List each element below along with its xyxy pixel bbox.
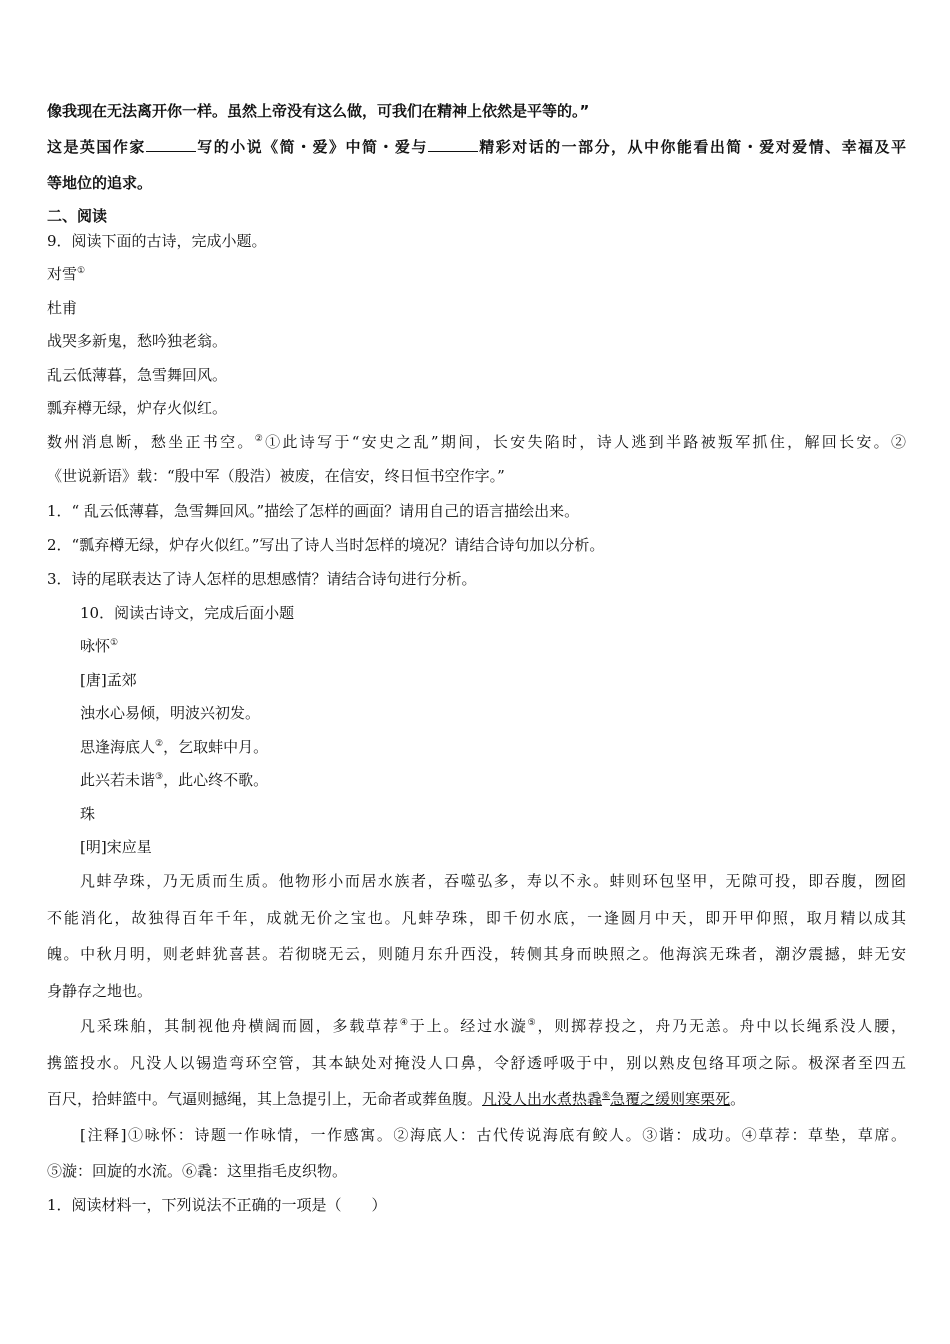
fill-blank-character[interactable] bbox=[428, 137, 478, 152]
q9-poem-line: 战哭多新鬼，愁吟独老翁。 bbox=[47, 332, 228, 350]
q9-poem-last-line-with-note: 数州消息断，愁坐正书空。②①此诗写于“安史之乱”期间，长安失陷时，诗人逃到半路被叛军抓住，解回长安。② bbox=[47, 433, 906, 451]
q10-poem-line: 浊水心易倾，明波兴初发。 bbox=[80, 704, 261, 722]
underlined-sentence: 凡没人出水煮热毳 bbox=[482, 1090, 603, 1108]
prose-p2-line: 百尺，拾蚌篮中。气逼则撼绳，其上急提引上，无命者或葬鱼腹。凡没人出水煮热毳⑥急覆之缓则寒栗死。 bbox=[47, 1090, 746, 1108]
prose-p1-line: 不能消化，故独得百年千年，成就无价之宝也。凡蚌孕珠，即千仞水底，一逢圆月中天，即开甲仰照，取月精以成其 bbox=[47, 909, 906, 927]
prose-p2-line: 携篮投水。凡没人以锡造弯环空管，其本缺处对掩没人口鼻，令舒透呼吸于中，别以熟皮包络耳项之际。极深者至四五 bbox=[47, 1054, 906, 1072]
prose-p1-line: 魄。中秋月明，则老蚌犹喜甚。若彻晓无云，则随月东升西没，转侧其身而映照之。他海滨无珠者，潮汐震撼，蚌无安 bbox=[47, 945, 906, 963]
q10-prompt: 10．阅读古诗文，完成后面小题 bbox=[80, 604, 295, 622]
fill-blank-author[interactable] bbox=[146, 137, 196, 152]
underlined-sentence: 急覆之缓则寒栗死 bbox=[610, 1090, 731, 1108]
prose-p1-line: 凡蚌孕珠，乃无质而生质。他物形小而居水族者，吞噬弘多，寿以不永。蚌则环包坚甲，无隙可投，即吞腹，囫囵 bbox=[80, 872, 906, 890]
q10-poem-line: 思逢海底人②，乞取蚌中月。 bbox=[80, 738, 269, 756]
q10-poem-line: 此兴若未谐③，此心终不歌。 bbox=[80, 771, 269, 789]
prose-p2-line: 凡采珠舶，其制视他舟横阔而圆，多载草荐④于上。经过水漩⑤，则掷荐投之，舟乃无恙。舟中以长绳系没人腰， bbox=[80, 1017, 906, 1035]
prose-p1-line: 身静存之地也。 bbox=[47, 982, 153, 1000]
q9-poem-line: 乱云低薄暮，急雪舞回风。 bbox=[47, 366, 228, 384]
q9-poet: 杜甫 bbox=[47, 299, 78, 317]
q10-poem-title: 咏怀① bbox=[80, 637, 119, 655]
q9-poem-title: 对雪① bbox=[47, 265, 86, 283]
section-heading: 二、阅读 bbox=[47, 207, 108, 225]
bold-line-1: 像我现在无法离开你一样。虽然上帝没有这么做，可我们在精神上依然是平等的。” bbox=[47, 102, 590, 120]
q9-question: 3．诗的尾联表达了诗人怎样的思想感情？请结合诗句进行分析。 bbox=[47, 570, 477, 588]
q9-question: 1．“ 乱云低薄暮，急雪舞回风。”描绘了怎样的画面？请用自己的语言描绘出来。 bbox=[47, 502, 580, 520]
q10-prose-title: 珠 bbox=[80, 805, 96, 823]
notes-line: ⑤漩：回旋的水流。⑥毳：这里指毛皮织物。 bbox=[47, 1162, 348, 1180]
q10-sub-question-1: 1．阅读材料一，下列说法不正确的一项是（ ） bbox=[47, 1196, 387, 1214]
q10-poet: [唐]孟郊 bbox=[80, 671, 137, 689]
q9-prompt: 9．阅读下面的古诗，完成小题。 bbox=[47, 232, 267, 250]
bold-line-3: 等地位的追求。 bbox=[47, 174, 153, 192]
q9-poem-line: 瓢弃樽无绿，炉存火似红。 bbox=[47, 399, 228, 417]
bold-line-2: 这是英国作家 写的小说《简・爱》中简・爱与 精彩对话的一部分，从中你能看出简・爱对爱情、幸福及平 bbox=[47, 138, 906, 156]
q10-prose-author: [明]宋应星 bbox=[80, 838, 152, 856]
q9-question: 2．“瓢弃樽无绿，炉存火似红。”写出了诗人当时怎样的境况？请结合诗句加以分析。 bbox=[47, 536, 605, 554]
notes-line: [注释]①咏怀：诗题一作咏情，一作感寓。②海底人：古代传说海底有鲛人。③谐：成功。④草荐：草垫，草席。 bbox=[80, 1126, 906, 1144]
q9-note-line-2: 《世说新语》载：“殷中军（殷浩）被废，在信安，终日恒书空作字。” bbox=[47, 467, 505, 485]
